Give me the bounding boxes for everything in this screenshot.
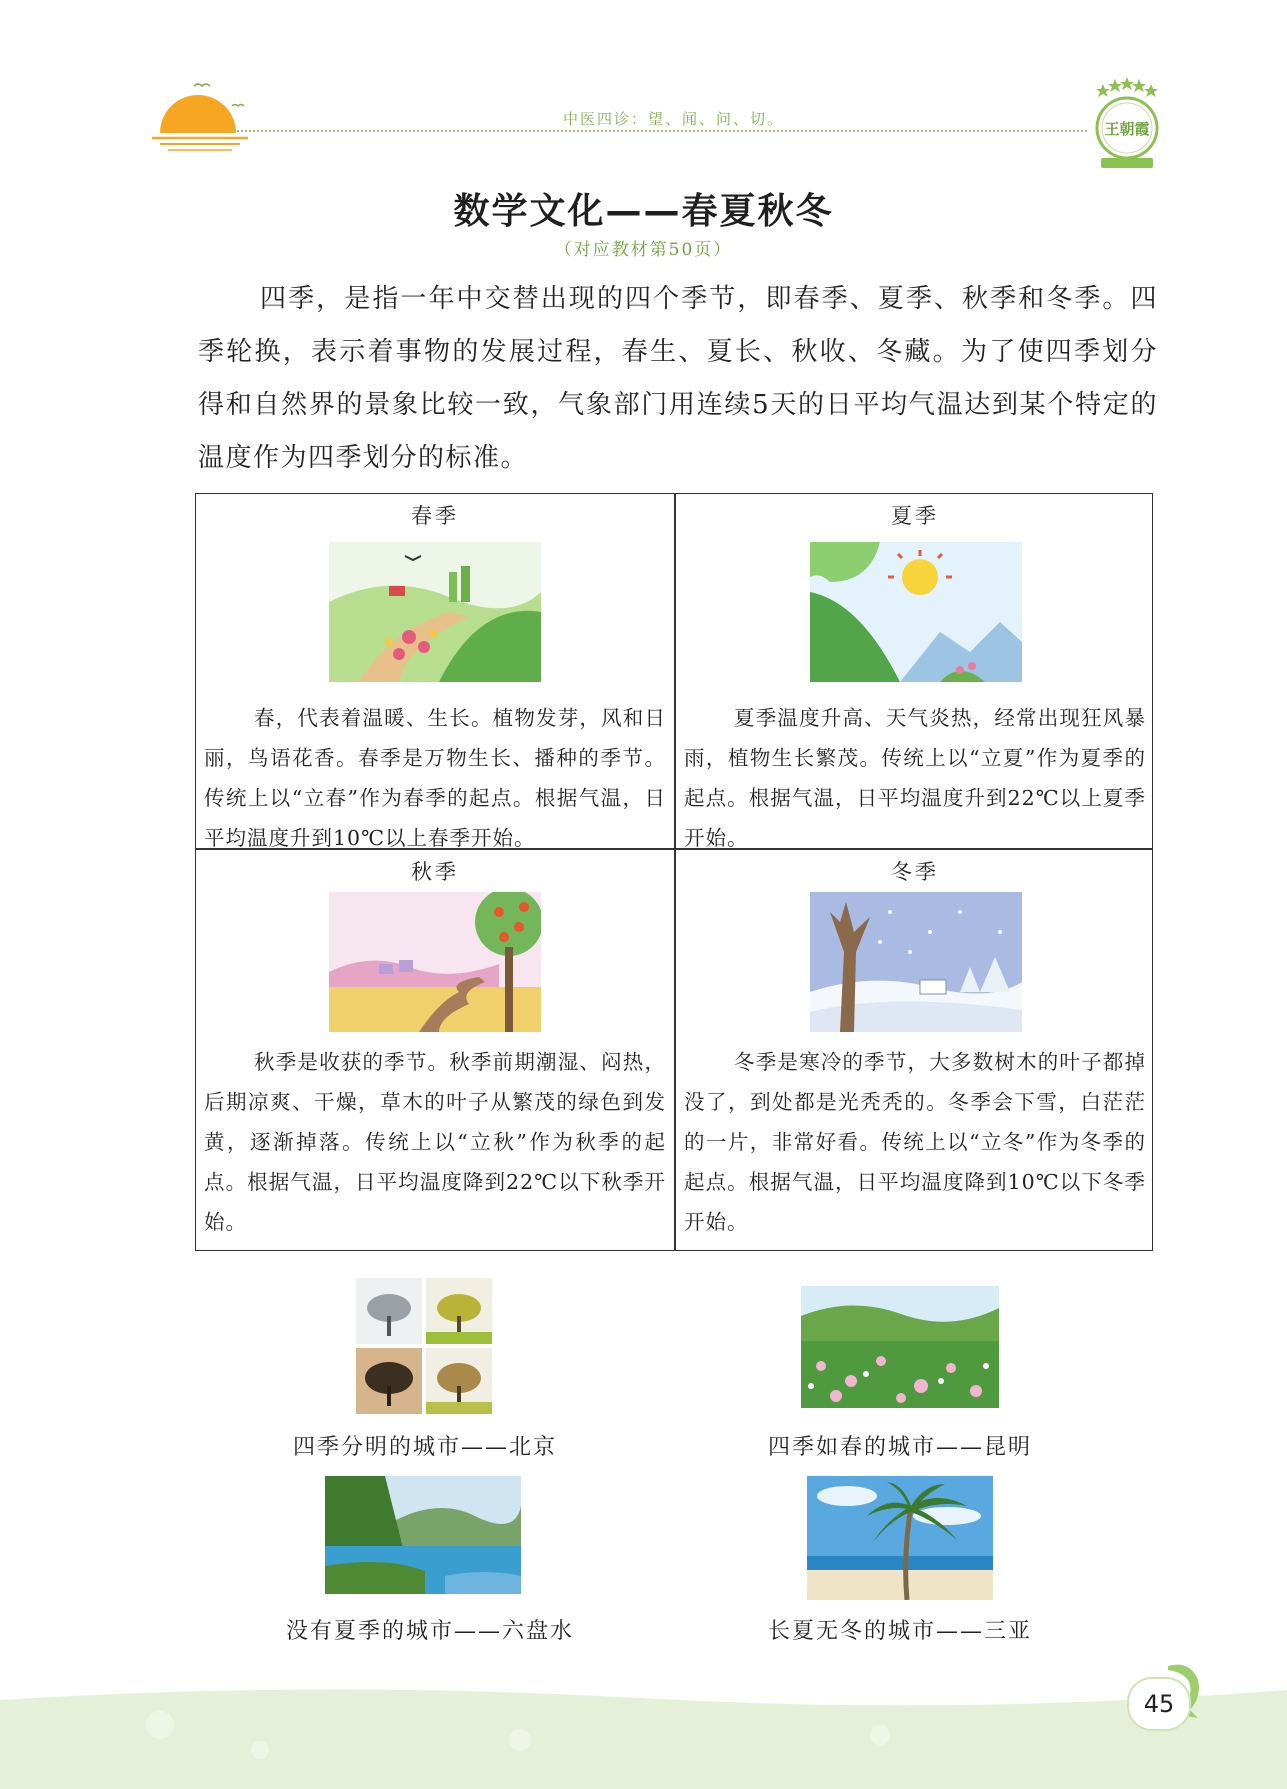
photo-caption: 没有夏季的城市——六盘水 bbox=[285, 1619, 574, 1644]
season-description: 春，代表着温暖、生长。植物发芽，风和日丽，鸟语花香。春季是万物生长、播种的季节。传统上以“立春”作为春季的起点。根据气温，日平均温度升到10℃以上春季开始。 bbox=[204, 706, 666, 850]
photo-sanya-beach bbox=[807, 1476, 993, 1600]
footer-decoration bbox=[0, 1680, 1287, 1789]
brand-badge-icon bbox=[1087, 76, 1167, 176]
textbook-reference: （对应教材第50页） bbox=[554, 240, 733, 260]
season-cell-winter bbox=[676, 850, 1154, 1250]
season-table bbox=[195, 493, 1153, 1251]
season-description: 冬季是寒冷的季节，大多数树木的叶子都掉没了，到处都是光秃秃的。冬季会下雪，白茫茫的一片，非常好看。传统上以“立冬”作为冬季的起点。根据气温，日平均温度降到10℃以下冬季开始。 bbox=[684, 1050, 1146, 1234]
sunset-icon bbox=[150, 78, 250, 158]
season-cell-summer bbox=[676, 494, 1154, 848]
autumn-illustration bbox=[329, 892, 541, 1032]
page-title: 数学文化——春夏秋冬 bbox=[453, 191, 834, 232]
season-name: 春季 bbox=[411, 504, 459, 528]
photo-beijing-trees bbox=[356, 1278, 492, 1414]
photo-liupanshui-lake bbox=[325, 1476, 521, 1594]
badge-text: 王朝霞 bbox=[1104, 120, 1150, 138]
header-rule bbox=[232, 130, 1087, 132]
season-cell-spring bbox=[196, 494, 674, 848]
season-name: 冬季 bbox=[891, 860, 939, 884]
page-header bbox=[0, 0, 1287, 160]
summer-illustration bbox=[810, 542, 1022, 682]
season-name: 秋季 bbox=[411, 860, 459, 884]
season-cell-autumn bbox=[196, 850, 674, 1250]
photo-caption: 四季分明的城市——北京 bbox=[292, 1435, 557, 1460]
season-description: 夏季温度升高、天气炎热，经常出现狂风暴雨，植物生长繁茂。传统上以“立夏”作为夏季的起点。根据气温，日平均温度升到22℃以上夏季开始。 bbox=[684, 706, 1146, 850]
season-description: 秋季是收获的季节。秋季前期潮湿、闷热，后期凉爽、干燥，草木的叶子从繁茂的绿色到发黄，逐渐掉落。传统上以“立秋”作为秋季的起点。根据气温，日平均温度降到22℃以下秋季开始。 bbox=[204, 1050, 666, 1234]
photo-caption: 四季如春的城市——昆明 bbox=[767, 1435, 1032, 1460]
page-number: 45 bbox=[1127, 1677, 1191, 1731]
photo-kunming-flowers bbox=[801, 1286, 999, 1408]
winter-illustration bbox=[810, 892, 1022, 1032]
spring-illustration bbox=[329, 542, 541, 682]
season-name: 夏季 bbox=[891, 504, 939, 528]
photo-caption: 长夏无冬的城市——三亚 bbox=[767, 1619, 1032, 1644]
header-note: 中医四诊：望、闻、问、切。 bbox=[563, 110, 785, 128]
intro-paragraph: 四季，是指一年中交替出现的四个季节，即春季、夏季、秋季和冬季。四季轮换，表示着事物的发展过程，春生、夏长、秋收、冬藏。为了使四季划分得和自然界的景象比较一致，气象部门用连续5天的日平均气温达到某个特定的温度作为四季划分的标准。 bbox=[198, 284, 1158, 473]
